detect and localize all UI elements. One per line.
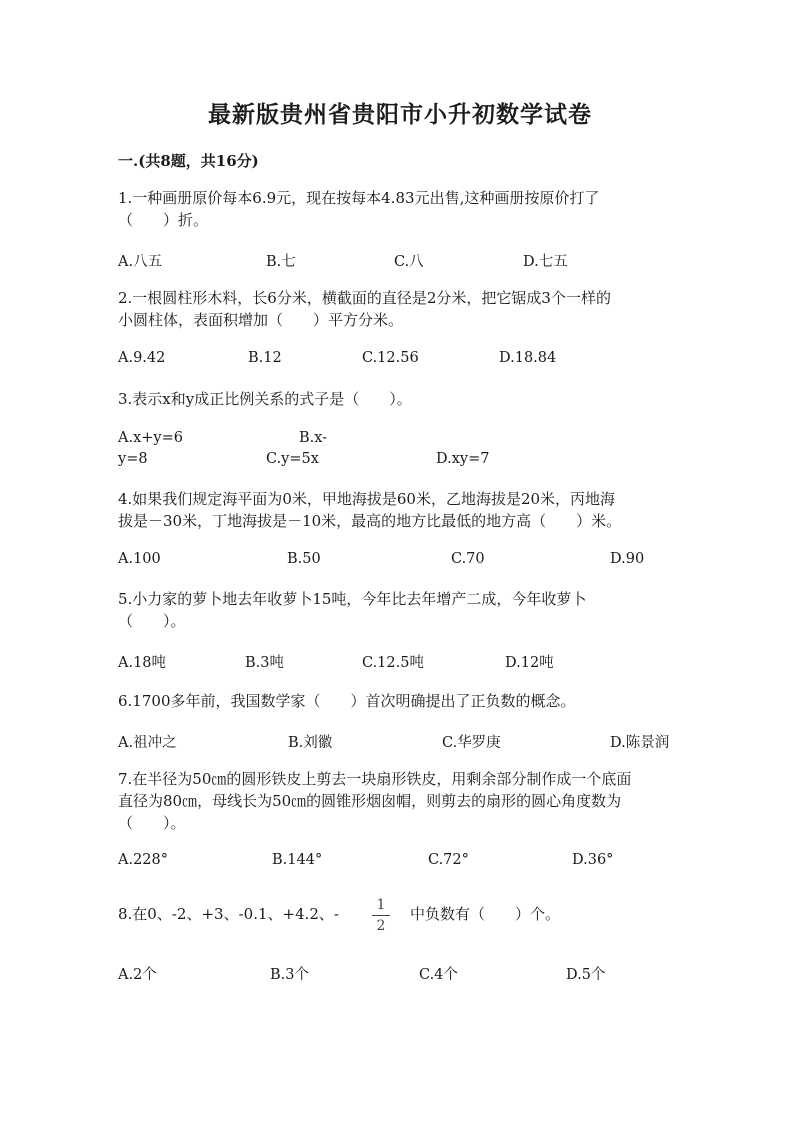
question-2-option-d: D.18.84 — [499, 350, 557, 366]
section-heading: 一.(共8题，共16分) — [118, 152, 259, 170]
fraction-numerator: 1 — [376, 897, 386, 913]
question-3-option-b: B.x- — [299, 430, 328, 446]
question-7-line-1: 7.在半径为50㎝的圆形铁皮上剪去一块扇形铁皮，用剩余部分制作成一个底面 — [118, 770, 632, 788]
question-7-line-3: （ ）。 — [118, 814, 186, 832]
question-5-option-b: B.3吨 — [245, 655, 284, 671]
question-7-line-2: 直径为80㎝，母线长为50㎝的圆锥形烟囱帽，则剪去的扇形的圆心角度数为 — [118, 792, 622, 810]
question-8-option-c: C.4个 — [419, 967, 458, 983]
question-5-option-c: C.12.5吨 — [362, 655, 424, 671]
question-4-option-d: D.90 — [610, 551, 645, 567]
question-1-line-1: 1.一种画册原价每本6.9元，现在按每本4.83元出售,这种画册按原价打了 — [118, 189, 600, 207]
question-4-line-1: 4.如果我们规定海平面为0米，甲地海拔是60米，乙地海拔是20米，丙地海 — [118, 490, 616, 508]
question-4-line-2: 拔是－30米，丁地海拔是－10米，最高的地方比最低的地方高（ ）米。 — [118, 512, 622, 530]
question-1-option-c: C.八 — [394, 254, 424, 270]
question-2-option-b: B.12 — [248, 350, 282, 366]
question-7-option-d: D.36° — [572, 852, 614, 868]
question-7-option-b: B.144° — [272, 852, 323, 868]
question-8-line-2: 中负数有（ ）个。 — [410, 905, 561, 923]
question-6-line-1: 6.1700多年前，我国数学家（ ）首次明确提出了正负数的概念。 — [118, 692, 576, 710]
question-7-option-c: C.72° — [428, 852, 469, 868]
fraction-denominator: 2 — [376, 918, 386, 934]
question-2-option-a: A.9.42 — [118, 350, 166, 366]
question-1-line-2: （ ）折。 — [118, 211, 209, 229]
fraction-one-half — [371, 897, 391, 934]
question-6-option-d: D.陈景润 — [610, 735, 670, 751]
question-8-option-a: A.2个 — [118, 967, 157, 983]
question-5-line-1: 5.小力家的萝卜地去年收萝卜15吨，今年比去年增产二成，今年收萝卜 — [118, 590, 587, 608]
question-8-option-d: D.5个 — [566, 967, 606, 983]
question-6-option-b: B.刘徽 — [288, 735, 333, 751]
question-4-option-c: C.70 — [451, 551, 485, 567]
question-3-option-c: C.y=5x — [266, 451, 319, 467]
question-4-option-b: B.50 — [287, 551, 321, 567]
question-1-option-d: D.七五 — [523, 254, 568, 270]
question-2-option-c: C.12.56 — [362, 350, 419, 366]
question-6-option-a: A.祖冲之 — [118, 735, 177, 751]
fraction-bar — [372, 915, 390, 916]
question-1-option-b: B.七 — [266, 254, 296, 270]
question-8-option-b: B.3个 — [270, 967, 309, 983]
question-5-line-2: （ ）。 — [118, 612, 186, 630]
question-1-option-a: A.八五 — [118, 254, 163, 270]
question-5-option-a: A.18吨 — [118, 655, 167, 671]
question-6-option-c: C.华罗庚 — [442, 735, 501, 751]
question-4-option-a: A.100 — [118, 551, 161, 567]
question-5-option-d: D.12吨 — [505, 655, 554, 671]
question-7-option-a: A.228° — [118, 852, 169, 868]
question-3-option-b-cont: y=8 — [118, 451, 148, 467]
question-3-option-a: A.x+y=6 — [118, 430, 183, 446]
question-2-line-1: 2.一根圆柱形木料，长6分米，横截面的直径是2分米，把它锯成3个一样的 — [118, 289, 611, 307]
question-3-line-1: 3.表示x和y成正比例关系的式子是（ ）。 — [118, 390, 412, 408]
question-8-line-1: 8.在0、-2、+3、-0.1、+4.2、- — [118, 905, 339, 923]
question-2-line-2: 小圆柱体，表面积增加（ ）平方分米。 — [118, 311, 404, 329]
page-title: 最新版贵州省贵阳市小升初数学试卷 — [208, 101, 592, 128]
question-3-option-d: D.xy=7 — [436, 451, 490, 467]
